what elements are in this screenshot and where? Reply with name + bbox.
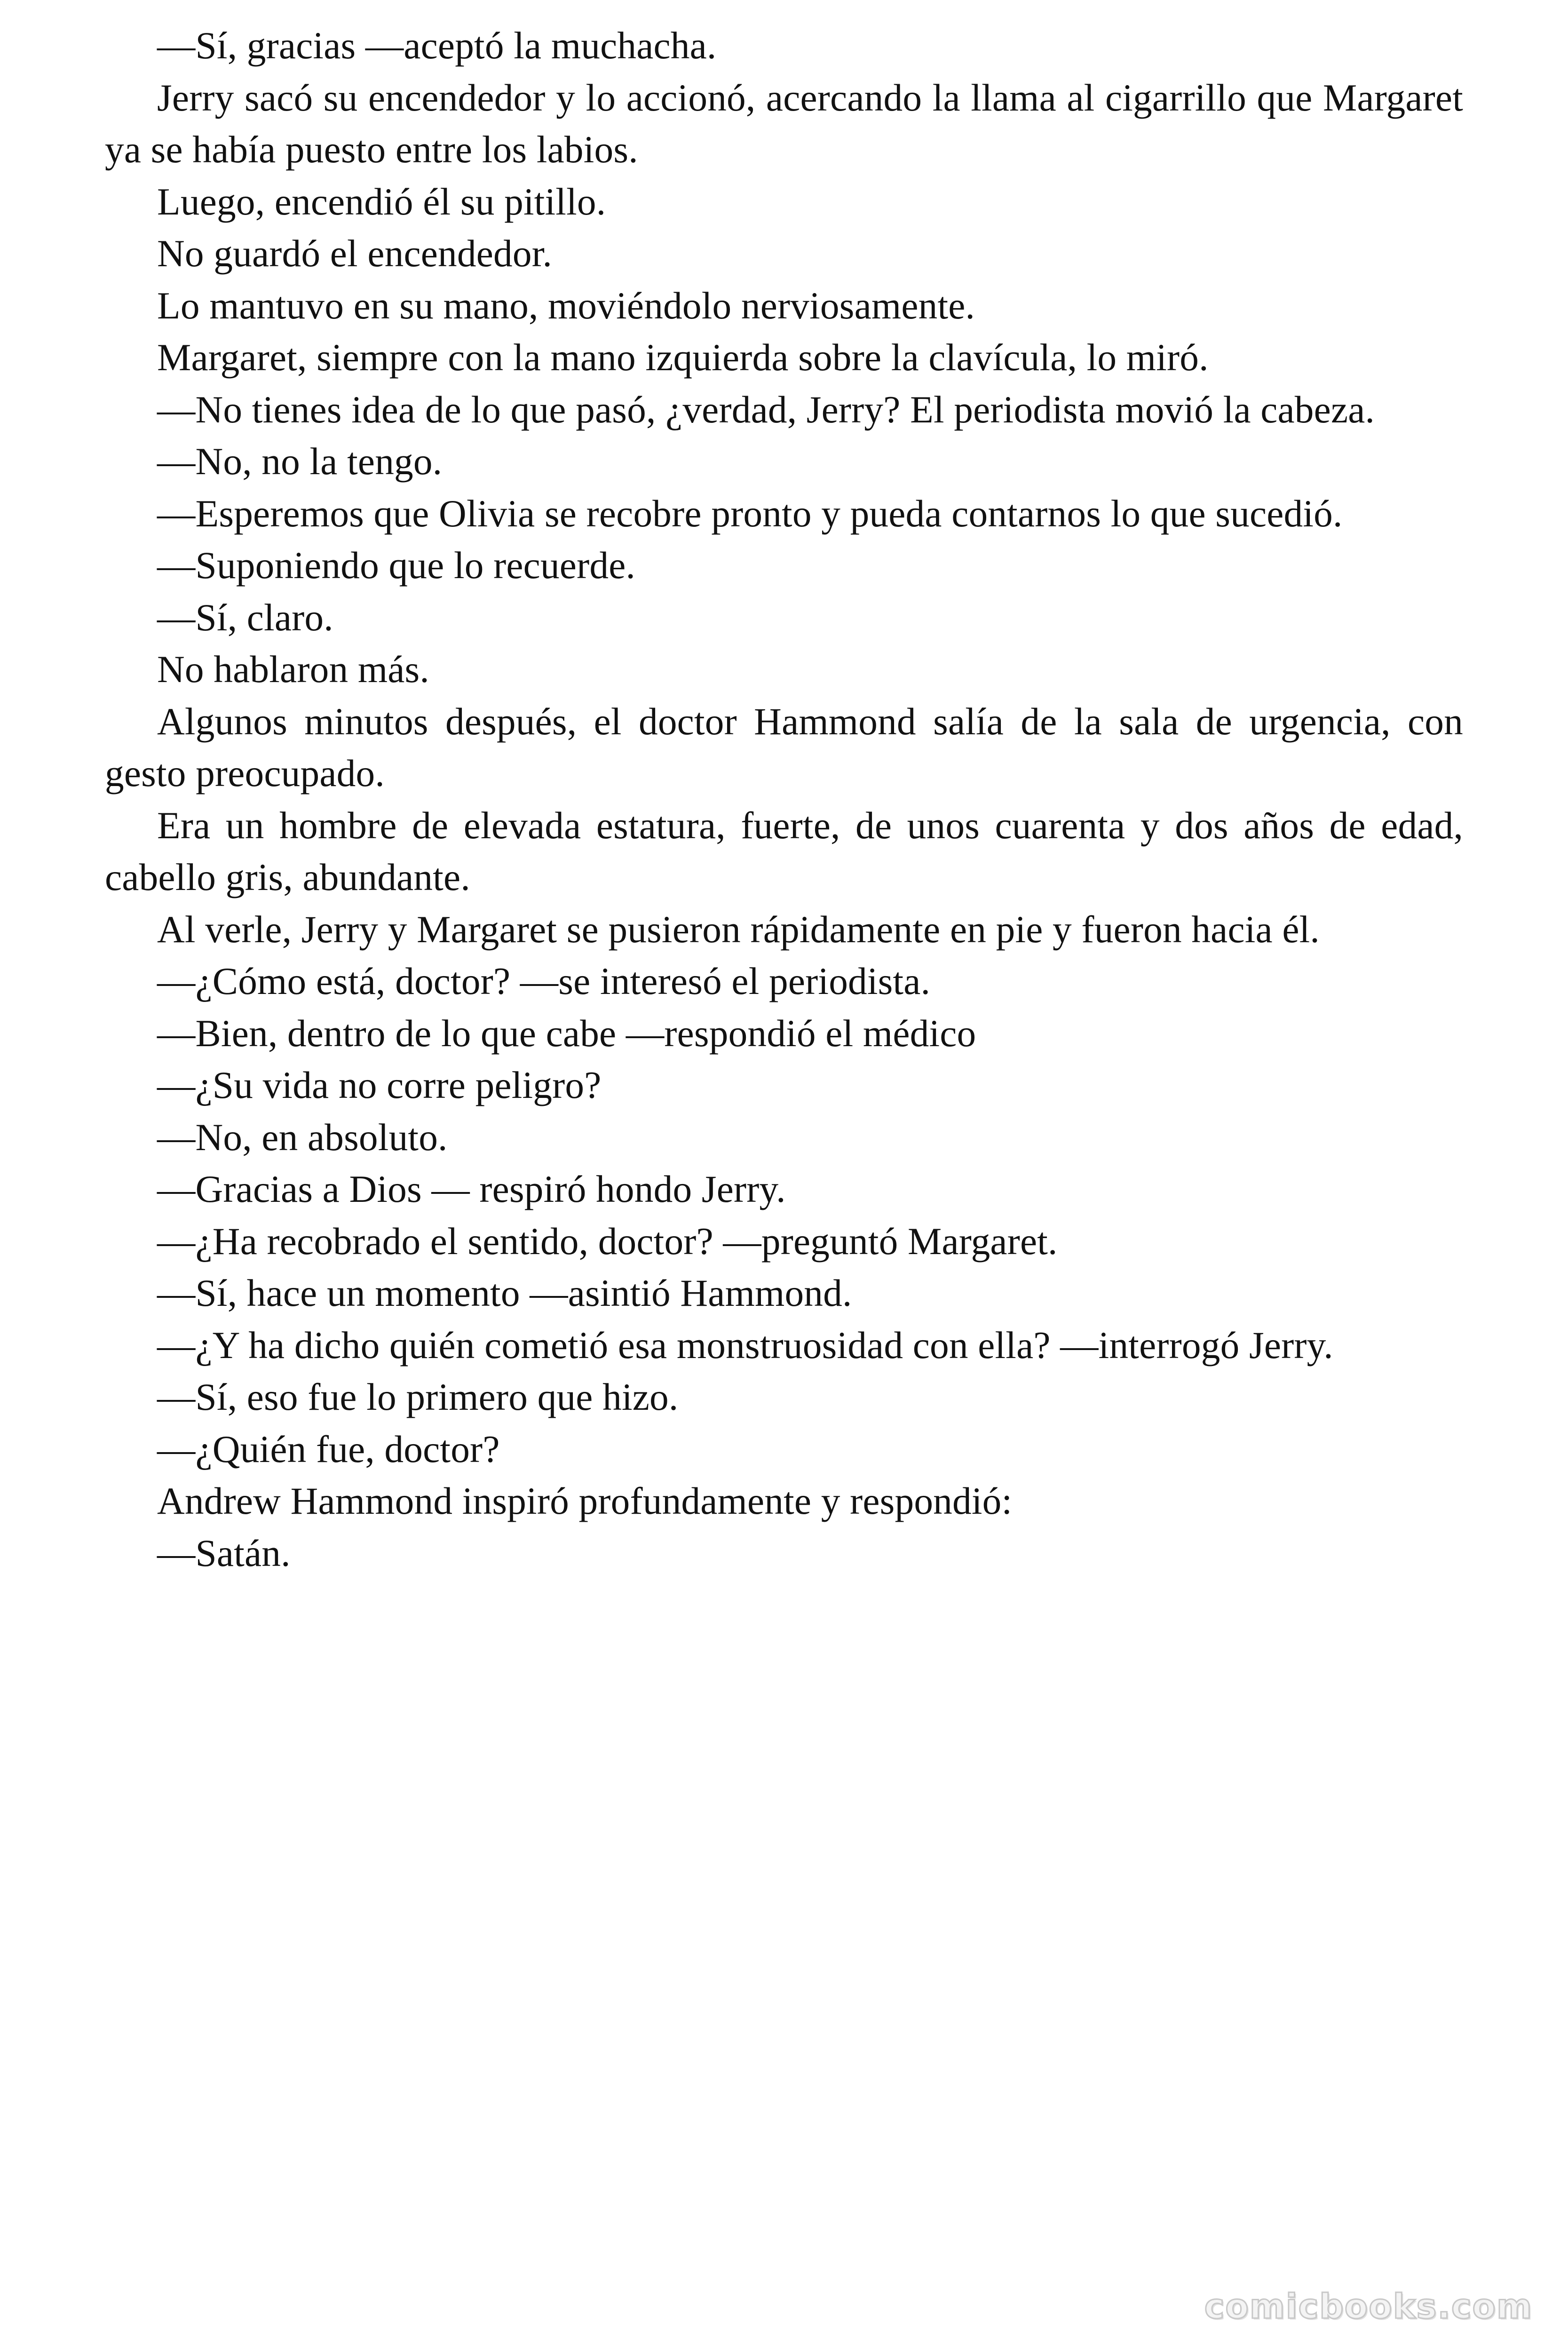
watermark-logo: comicbooks.com: [1204, 2287, 1533, 2326]
paragraph: —¿Cómo está, doctor? —se interesó el periodista.: [157, 960, 931, 1002]
paragraph: —Gracias a Dios — respiró hondo Jerry.: [157, 1168, 786, 1210]
paragraph: Andrew Hammond inspiró profundamente y respondió:: [157, 1480, 1013, 1522]
paragraph: Luego, encendió él su pitillo.: [157, 180, 606, 223]
paragraph: —No, en absoluto.: [157, 1116, 448, 1159]
paragraph: —¿Y ha dicho quién cometió esa monstruosidad con ella? —interrogó Jerry.: [157, 1324, 1333, 1367]
paragraph: —¿Quién fue, doctor?: [157, 1428, 500, 1470]
paragraph: Algunos minutos después, el doctor Hammond salía de la sala de urgencia, con gesto preocupado.: [105, 700, 1463, 795]
paragraph: Margaret, siempre con la mano izquierda sobre la clavícula, lo miró.: [157, 336, 1209, 379]
paragraph: —¿Ha recobrado el sentido, doctor? —preguntó Margaret.: [157, 1220, 1058, 1263]
paragraph: —Esperemos que Olivia se recobre pronto y pueda contarnos lo que sucedió.: [157, 492, 1343, 535]
paragraph: —No tienes idea de lo que pasó, ¿verdad, Jerry? El periodista movió la cabeza.: [157, 388, 1375, 431]
paragraph: —Sí, eso fue lo primero que hizo.: [157, 1376, 679, 1418]
paragraph: Al verle, Jerry y Margaret se pusieron rápidamente en pie y fueron hacia él.: [157, 908, 1320, 951]
paragraph: Jerry sacó su encendedor y lo accionó, acercando la llama al cigarrillo que Margaret ya se había puesto entre los labios.: [105, 76, 1463, 171]
paragraph: No guardó el encendedor.: [157, 232, 553, 275]
paragraph: —Sí, claro.: [157, 596, 333, 639]
paragraph: —Satán.: [157, 1532, 291, 1574]
paragraph: —Suponiendo que lo recuerde.: [157, 544, 636, 587]
paragraph: —Sí, hace un momento —asintió Hammond.: [157, 1272, 852, 1314]
paragraph: —No, no la tengo.: [157, 440, 443, 483]
paragraph: No hablaron más.: [157, 648, 429, 691]
paragraph: —¿Su vida no corre peligro?: [157, 1064, 602, 1106]
paragraph: Era un hombre de elevada estatura, fuerte, de unos cuarenta y dos años de edad, cabello gris, abundante.: [105, 804, 1463, 898]
page-body: [105, 20, 1463, 1579]
paragraph: Lo mantuvo en su mano, moviéndolo nerviosamente.: [157, 284, 975, 327]
paragraph: —Bien, dentro de lo que cabe —respondió el médico: [157, 1012, 976, 1055]
paragraph: —Sí, gracias —aceptó la muchacha.: [157, 24, 717, 67]
